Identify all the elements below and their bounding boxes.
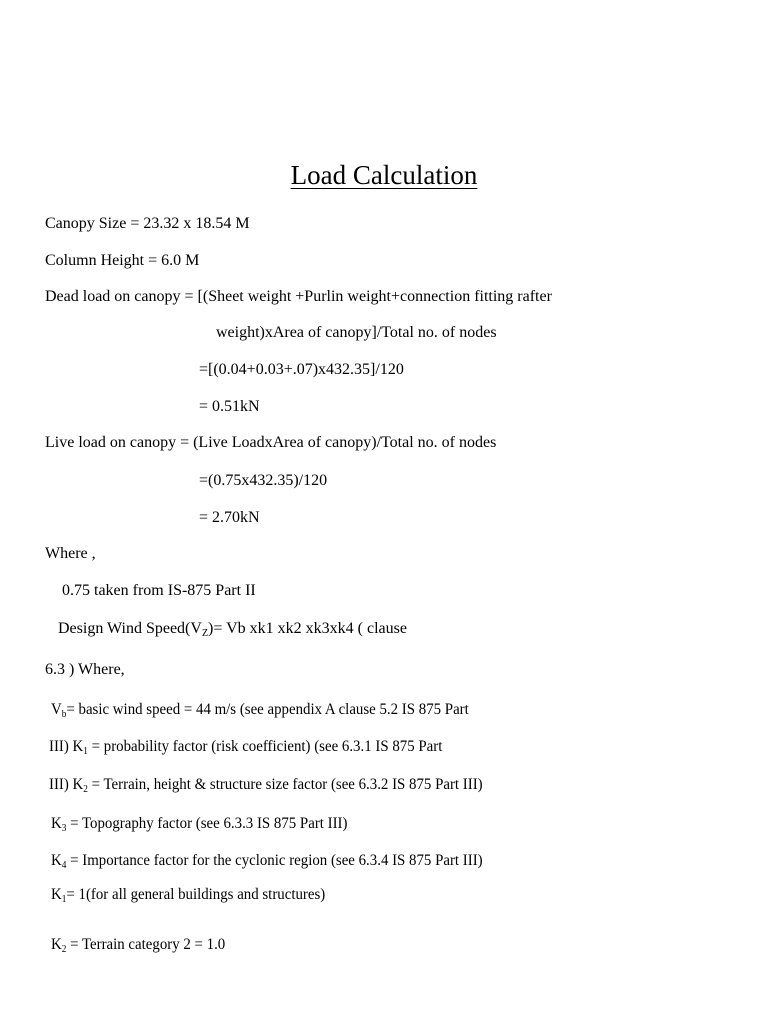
clause-where-line: 6.3 ) Where,	[45, 661, 125, 678]
text-segment: = Terrain category 2 = 1.0	[66, 936, 226, 953]
terrain-factor-line	[49, 775, 483, 795]
live-load-line: Live load on canopy = (Live LoadxArea of canopy)/Total no. of nodes	[45, 434, 497, 451]
text-segment: )= Vb xk1 xk2 xk3xk4 ( clause	[208, 620, 407, 637]
live-load-result: = 2.70kN	[199, 509, 260, 526]
text-segment: = basic wind speed = 44 m/s (see appendix A clause 5.2 IS 875 Part	[66, 701, 469, 718]
column-height-line: Column Height = 6.0 M	[45, 252, 200, 269]
subscript: 1	[83, 746, 88, 757]
dead-load-continuation: weight)xArea of canopy]/Total no. of nodes	[216, 324, 497, 341]
where-line: Where ,	[45, 545, 96, 562]
text-segment: K	[51, 852, 62, 869]
text-segment: = Importance factor for the cyclonic region (see 6.3.4 IS 875 Part III)	[66, 852, 483, 869]
probability-factor-line	[49, 737, 442, 757]
text-segment: = 1(for all general buildings and structures)	[66, 886, 326, 903]
text-segment: = Terrain, height & structure size factor (see 6.3.2 IS 875 Part III)	[87, 776, 483, 793]
subscript: 3	[61, 823, 67, 834]
k1-value-line	[51, 885, 325, 905]
subscript: 2	[61, 944, 67, 955]
subscript: 2	[83, 784, 88, 795]
text-segment: = Topography factor (see 6.3.3 IS 875 Part III)	[66, 815, 348, 832]
text-segment: = probability factor (risk coefficient) (see 6.3.1 IS 875 Part	[87, 738, 443, 755]
subscript: b	[61, 709, 67, 720]
subscript: 1	[61, 894, 67, 905]
text-segment: III) K	[49, 738, 84, 755]
text-segment: K	[51, 886, 62, 903]
canopy-size-line: Canopy Size = 23.32 x 18.54 M	[45, 215, 250, 232]
text-segment: K	[51, 936, 62, 953]
text-segment: K	[51, 815, 62, 832]
subscript: Z	[201, 628, 209, 639]
dead-load-result: = 0.51kN	[199, 398, 260, 415]
k2-value-line	[51, 935, 225, 955]
text-segment: V	[51, 701, 62, 718]
live-load-formula: =(0.75x432.35)/120	[199, 472, 328, 489]
topography-factor-line	[51, 814, 347, 834]
is875-note: 0.75 taken from IS-875 Part II	[62, 582, 256, 599]
importance-factor-line	[51, 851, 483, 871]
subscript: 4	[61, 860, 67, 871]
basic-wind-speed-line	[51, 700, 469, 720]
dead-load-formula: =[(0.04+0.03+.07)x432.35]/120	[199, 361, 404, 378]
text-segment: Design Wind Speed(V	[58, 620, 202, 637]
text-segment: III) K	[49, 776, 84, 793]
page-title: Load Calculation	[290, 160, 478, 190]
design-wind-speed-line	[58, 619, 407, 639]
dead-load-line: Dead load on canopy = [(Sheet weight +Purlin weight+connection fitting rafter	[45, 288, 552, 305]
